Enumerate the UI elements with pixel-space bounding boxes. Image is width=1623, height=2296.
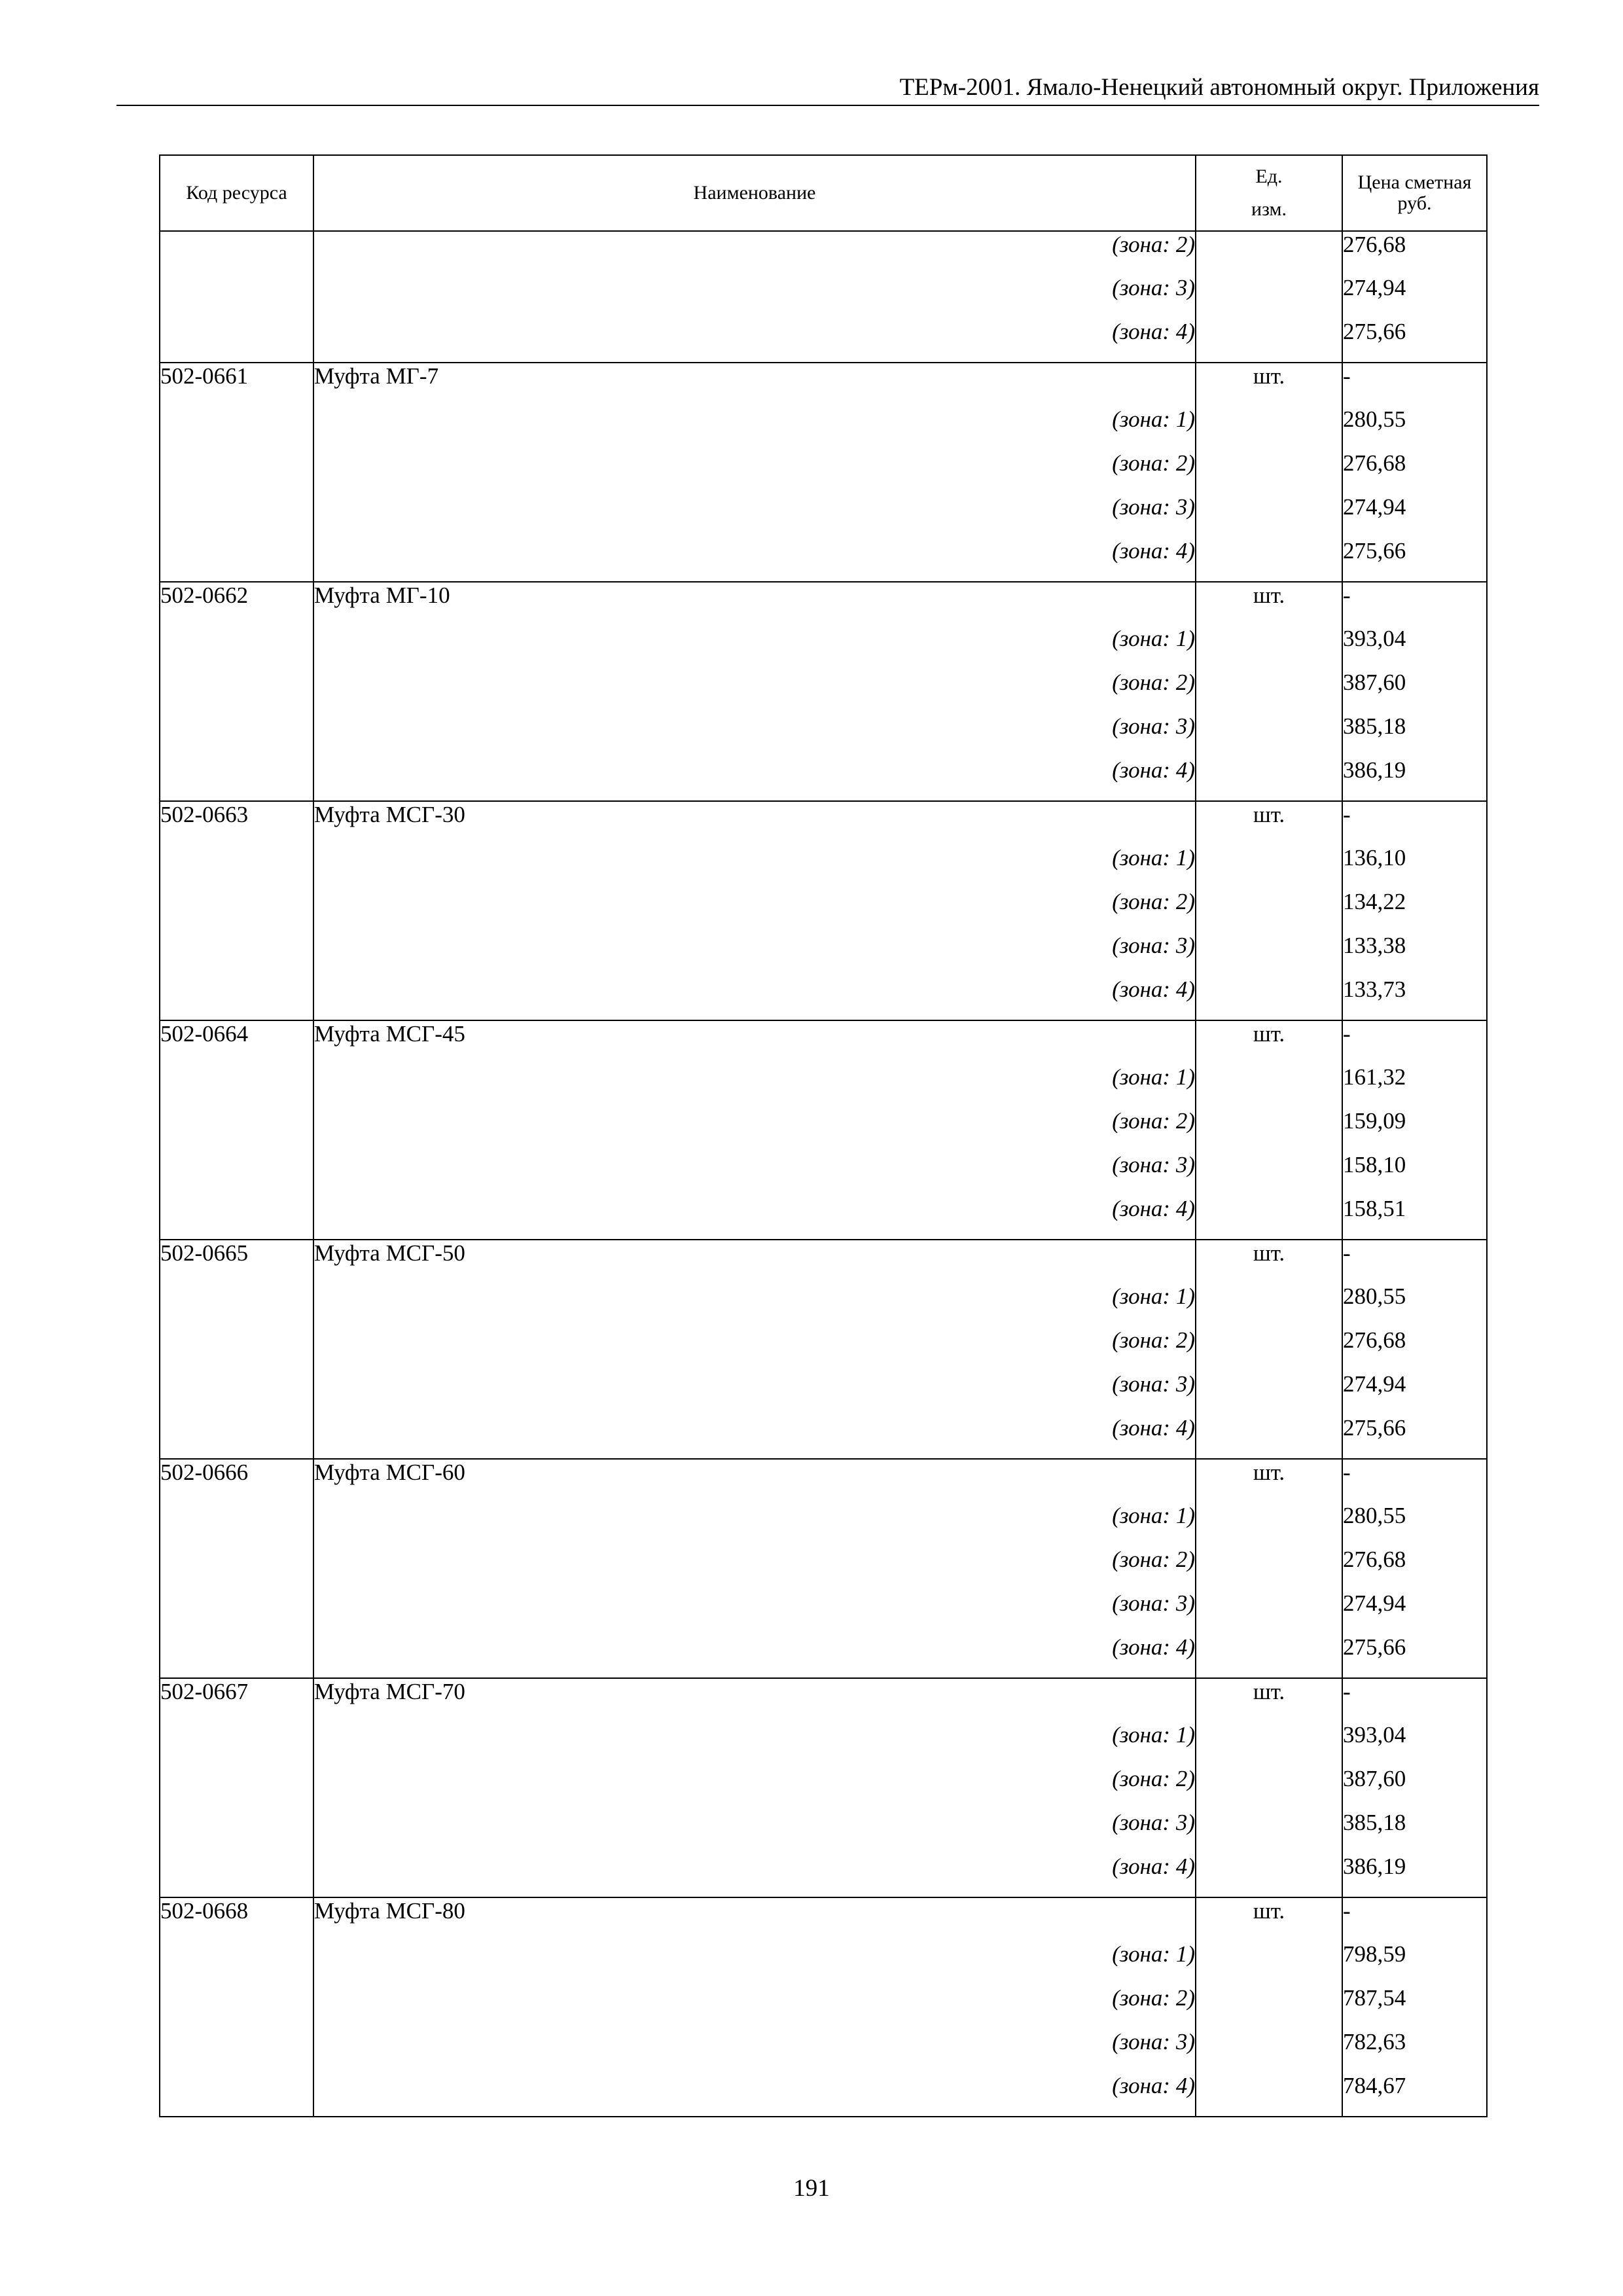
unit-cell <box>1196 845 1342 889</box>
zone-cell: (зона: 1) <box>313 1722 1196 1766</box>
name-cell: Муфта МСГ-70 <box>313 1678 1196 1722</box>
price-cell: 274,94 <box>1342 494 1487 538</box>
code-cell <box>160 713 313 757</box>
zone-cell: (зона: 1) <box>313 1941 1196 1985</box>
price-cell: - <box>1342 1459 1487 1503</box>
unit-cell <box>1196 1327 1342 1371</box>
zone-cell: (зона: 1) <box>313 1064 1196 1108</box>
code-cell <box>160 450 313 494</box>
zone-cell: (зона: 3) <box>313 2029 1196 2073</box>
zone-cell: (зона: 3) <box>313 1590 1196 1634</box>
code-cell <box>160 1371 313 1415</box>
table-row <box>160 538 1487 582</box>
name-cell: Муфта МСГ-80 <box>313 1897 1196 1941</box>
zone-cell: (зона: 2) <box>313 889 1196 933</box>
unit-cell <box>1196 231 1342 275</box>
code-cell <box>160 1327 313 1371</box>
zone-cell: (зона: 4) <box>313 1415 1196 1459</box>
price-cell: 274,94 <box>1342 1590 1487 1634</box>
unit-cell <box>1196 1371 1342 1415</box>
code-cell <box>160 1547 313 1590</box>
table-row <box>160 494 1487 538</box>
price-cell: - <box>1342 1020 1487 1064</box>
unit-cell: шт. <box>1196 363 1342 406</box>
price-cell: 784,67 <box>1342 2073 1487 2117</box>
price-cell: - <box>1342 1240 1487 1283</box>
price-cell: 275,66 <box>1342 1415 1487 1459</box>
table-row <box>160 1985 1487 2029</box>
code-cell: 502-0661 <box>160 363 313 406</box>
zone-cell: (зона: 4) <box>313 1854 1196 1897</box>
price-cell: 276,68 <box>1342 450 1487 494</box>
zone-cell: (зона: 3) <box>313 1152 1196 1196</box>
unit-cell <box>1196 1634 1342 1678</box>
table-row <box>160 1020 1487 1064</box>
unit-cell <box>1196 2029 1342 2073</box>
code-cell <box>160 1064 313 1108</box>
table-row <box>160 1503 1487 1547</box>
code-cell <box>160 889 313 933</box>
unit-cell <box>1196 450 1342 494</box>
unit-cell <box>1196 1590 1342 1634</box>
zone-cell: (зона: 3) <box>313 713 1196 757</box>
code-cell: 502-0662 <box>160 582 313 626</box>
table-row <box>160 1634 1487 1678</box>
table-row <box>160 363 1487 406</box>
table-row <box>160 626 1487 670</box>
price-cell: 276,68 <box>1342 1327 1487 1371</box>
table-row <box>160 2029 1487 2073</box>
zone-cell: (зона: 1) <box>313 1503 1196 1547</box>
name-cell: Муфта МСГ-50 <box>313 1240 1196 1283</box>
table-row <box>160 406 1487 450</box>
code-cell <box>160 1503 313 1547</box>
table-row <box>160 1854 1487 1897</box>
code-cell <box>160 757 313 801</box>
price-cell: 787,54 <box>1342 1985 1487 2029</box>
code-cell <box>160 275 313 319</box>
price-cell: 274,94 <box>1342 275 1487 319</box>
zone-cell: (зона: 4) <box>313 977 1196 1020</box>
price-cell: 274,94 <box>1342 1371 1487 1415</box>
table-row <box>160 1152 1487 1196</box>
zone-cell: (зона: 2) <box>313 1108 1196 1152</box>
table-row <box>160 757 1487 801</box>
table-row <box>160 275 1487 319</box>
name-cell: Муфта МГ-10 <box>313 582 1196 626</box>
zone-cell: (зона: 3) <box>313 275 1196 319</box>
code-cell <box>160 1108 313 1152</box>
price-cell: 276,68 <box>1342 1547 1487 1590</box>
code-cell <box>160 2029 313 2073</box>
price-cell: 159,09 <box>1342 1108 1487 1152</box>
zone-cell: (зона: 3) <box>313 933 1196 977</box>
zone-cell: (зона: 2) <box>313 670 1196 713</box>
unit-cell <box>1196 494 1342 538</box>
code-cell <box>160 1810 313 1854</box>
column-header-name-label: Наименование <box>693 182 816 204</box>
zone-cell: (зона: 4) <box>313 2073 1196 2117</box>
code-cell: 502-0663 <box>160 801 313 845</box>
table-row <box>160 582 1487 626</box>
price-cell: 387,60 <box>1342 670 1487 713</box>
column-header-price-line1: Цена сметная <box>1357 171 1472 193</box>
unit-cell <box>1196 1985 1342 2029</box>
table-row <box>160 1722 1487 1766</box>
code-cell: 502-0665 <box>160 1240 313 1283</box>
table-row <box>160 1108 1487 1152</box>
price-cell: 280,55 <box>1342 1283 1487 1327</box>
zone-cell: (зона: 2) <box>313 1985 1196 2029</box>
code-cell <box>160 1590 313 1634</box>
table-row <box>160 1766 1487 1810</box>
code-cell <box>160 1196 313 1240</box>
zone-cell: (зона: 4) <box>313 757 1196 801</box>
code-cell <box>160 538 313 582</box>
code-cell <box>160 626 313 670</box>
unit-cell <box>1196 1196 1342 1240</box>
column-header-unit-line1: Ед. <box>1255 166 1283 187</box>
unit-cell <box>1196 1152 1342 1196</box>
price-cell: 136,10 <box>1342 845 1487 889</box>
price-cell: 133,73 <box>1342 977 1487 1020</box>
code-cell <box>160 1985 313 2029</box>
table-row <box>160 1810 1487 1854</box>
price-cell: - <box>1342 582 1487 626</box>
unit-cell: шт. <box>1196 1240 1342 1283</box>
zone-cell: (зона: 2) <box>313 231 1196 275</box>
zone-cell: (зона: 4) <box>313 1196 1196 1240</box>
price-cell: 275,66 <box>1342 1634 1487 1678</box>
price-cell: 393,04 <box>1342 626 1487 670</box>
price-cell: 275,66 <box>1342 538 1487 582</box>
table-row <box>160 231 1487 275</box>
column-header-name <box>313 155 1196 231</box>
code-cell <box>160 1854 313 1897</box>
unit-cell: шт. <box>1196 1020 1342 1064</box>
unit-cell <box>1196 1810 1342 1854</box>
zone-cell: (зона: 2) <box>313 450 1196 494</box>
column-header-price <box>1342 155 1487 231</box>
price-cell: 280,55 <box>1342 1503 1487 1547</box>
unit-cell: шт. <box>1196 1459 1342 1503</box>
price-cell: 133,38 <box>1342 933 1487 977</box>
header-rule <box>116 105 1539 106</box>
name-cell: Муфта МСГ-30 <box>313 801 1196 845</box>
price-cell: 158,51 <box>1342 1196 1487 1240</box>
price-cell: 385,18 <box>1342 713 1487 757</box>
table-row <box>160 1240 1487 1283</box>
table-row <box>160 319 1487 363</box>
zone-cell: (зона: 3) <box>313 1810 1196 1854</box>
column-header-unit <box>1196 155 1342 231</box>
code-cell: 502-0668 <box>160 1897 313 1941</box>
table-row <box>160 1897 1487 1941</box>
unit-cell <box>1196 1283 1342 1327</box>
table-row <box>160 1283 1487 1327</box>
code-cell <box>160 406 313 450</box>
code-cell <box>160 319 313 363</box>
unit-cell <box>1196 1722 1342 1766</box>
column-header-unit-line2: изм. <box>1251 198 1287 220</box>
name-cell: Муфта МСГ-45 <box>313 1020 1196 1064</box>
table-header <box>160 155 1487 231</box>
price-cell: 134,22 <box>1342 889 1487 933</box>
unit-cell <box>1196 275 1342 319</box>
unit-cell <box>1196 1854 1342 1897</box>
unit-cell <box>1196 2073 1342 2117</box>
unit-cell <box>1196 1941 1342 1985</box>
table-row <box>160 933 1487 977</box>
unit-cell <box>1196 889 1342 933</box>
column-header-code-label: Код ресурса <box>186 182 287 204</box>
price-cell: 386,19 <box>1342 757 1487 801</box>
code-cell <box>160 1634 313 1678</box>
table-row <box>160 977 1487 1020</box>
price-cell: 276,68 <box>1342 231 1487 275</box>
name-cell: Муфта МГ-7 <box>313 363 1196 406</box>
unit-cell: шт. <box>1196 801 1342 845</box>
table-row <box>160 713 1487 757</box>
column-header-price-line2: руб. <box>1397 192 1432 214</box>
code-cell <box>160 1941 313 1985</box>
column-header-code <box>160 155 313 231</box>
code-cell <box>160 933 313 977</box>
code-cell <box>160 1283 313 1327</box>
zone-cell: (зона: 1) <box>313 845 1196 889</box>
unit-cell: шт. <box>1196 582 1342 626</box>
unit-cell <box>1196 757 1342 801</box>
table-row <box>160 845 1487 889</box>
table-body <box>160 231 1487 2117</box>
unit-cell <box>1196 1766 1342 1810</box>
unit-cell <box>1196 933 1342 977</box>
zone-cell: (зона: 4) <box>313 319 1196 363</box>
price-cell: 393,04 <box>1342 1722 1487 1766</box>
price-cell: 387,60 <box>1342 1766 1487 1810</box>
code-cell <box>160 494 313 538</box>
unit-cell <box>1196 1064 1342 1108</box>
unit-cell <box>1196 406 1342 450</box>
price-cell: 385,18 <box>1342 1810 1487 1854</box>
price-cell: - <box>1342 801 1487 845</box>
unit-cell <box>1196 670 1342 713</box>
table-row <box>160 670 1487 713</box>
price-cell: 782,63 <box>1342 2029 1487 2073</box>
table-row <box>160 1459 1487 1503</box>
price-table <box>159 154 1488 2117</box>
running-header: ТЕРм-2001. Ямало-Ненецкий автономный округ. Приложения <box>899 74 1539 101</box>
zone-cell: (зона: 1) <box>313 626 1196 670</box>
table-row <box>160 1547 1487 1590</box>
unit-cell <box>1196 1415 1342 1459</box>
code-cell <box>160 1415 313 1459</box>
table-row <box>160 1371 1487 1415</box>
unit-cell: шт. <box>1196 1678 1342 1722</box>
unit-cell <box>1196 1503 1342 1547</box>
code-cell <box>160 1152 313 1196</box>
price-cell: 275,66 <box>1342 319 1487 363</box>
code-cell <box>160 1722 313 1766</box>
table-row <box>160 1415 1487 1459</box>
zone-cell: (зона: 1) <box>313 1283 1196 1327</box>
code-cell <box>160 670 313 713</box>
zone-cell: (зона: 1) <box>313 406 1196 450</box>
price-cell: - <box>1342 1678 1487 1722</box>
price-cell: 158,10 <box>1342 1152 1487 1196</box>
unit-cell <box>1196 977 1342 1020</box>
code-cell: 502-0664 <box>160 1020 313 1064</box>
table-row <box>160 2073 1487 2117</box>
table-row <box>160 1327 1487 1371</box>
unit-cell <box>1196 713 1342 757</box>
table-row <box>160 1064 1487 1108</box>
code-cell: 502-0667 <box>160 1678 313 1722</box>
table-row <box>160 1196 1487 1240</box>
zone-cell: (зона: 2) <box>313 1547 1196 1590</box>
zone-cell: (зона: 2) <box>313 1327 1196 1371</box>
code-cell <box>160 2073 313 2117</box>
unit-cell <box>1196 319 1342 363</box>
zone-cell: (зона: 4) <box>313 1634 1196 1678</box>
unit-cell <box>1196 1108 1342 1152</box>
unit-cell: шт. <box>1196 1897 1342 1941</box>
unit-cell <box>1196 626 1342 670</box>
zone-cell: (зона: 3) <box>313 494 1196 538</box>
name-cell: Муфта МСГ-60 <box>313 1459 1196 1503</box>
table-row <box>160 1941 1487 1985</box>
page-number: 191 <box>793 2175 830 2202</box>
table-row <box>160 801 1487 845</box>
code-cell <box>160 1766 313 1810</box>
price-cell: - <box>1342 363 1487 406</box>
table-row <box>160 1590 1487 1634</box>
zone-cell: (зона: 2) <box>313 1766 1196 1810</box>
code-cell <box>160 845 313 889</box>
table-header-row <box>160 155 1487 231</box>
zone-cell: (зона: 4) <box>313 538 1196 582</box>
table-row <box>160 1678 1487 1722</box>
code-cell <box>160 977 313 1020</box>
code-cell: 502-0666 <box>160 1459 313 1503</box>
price-cell: - <box>1342 1897 1487 1941</box>
table-row <box>160 450 1487 494</box>
price-cell: 386,19 <box>1342 1854 1487 1897</box>
code-cell <box>160 231 313 275</box>
unit-cell <box>1196 1547 1342 1590</box>
table-row <box>160 889 1487 933</box>
price-cell: 280,55 <box>1342 406 1487 450</box>
zone-cell: (зона: 3) <box>313 1371 1196 1415</box>
unit-cell <box>1196 538 1342 582</box>
price-cell: 798,59 <box>1342 1941 1487 1985</box>
price-cell: 161,32 <box>1342 1064 1487 1108</box>
